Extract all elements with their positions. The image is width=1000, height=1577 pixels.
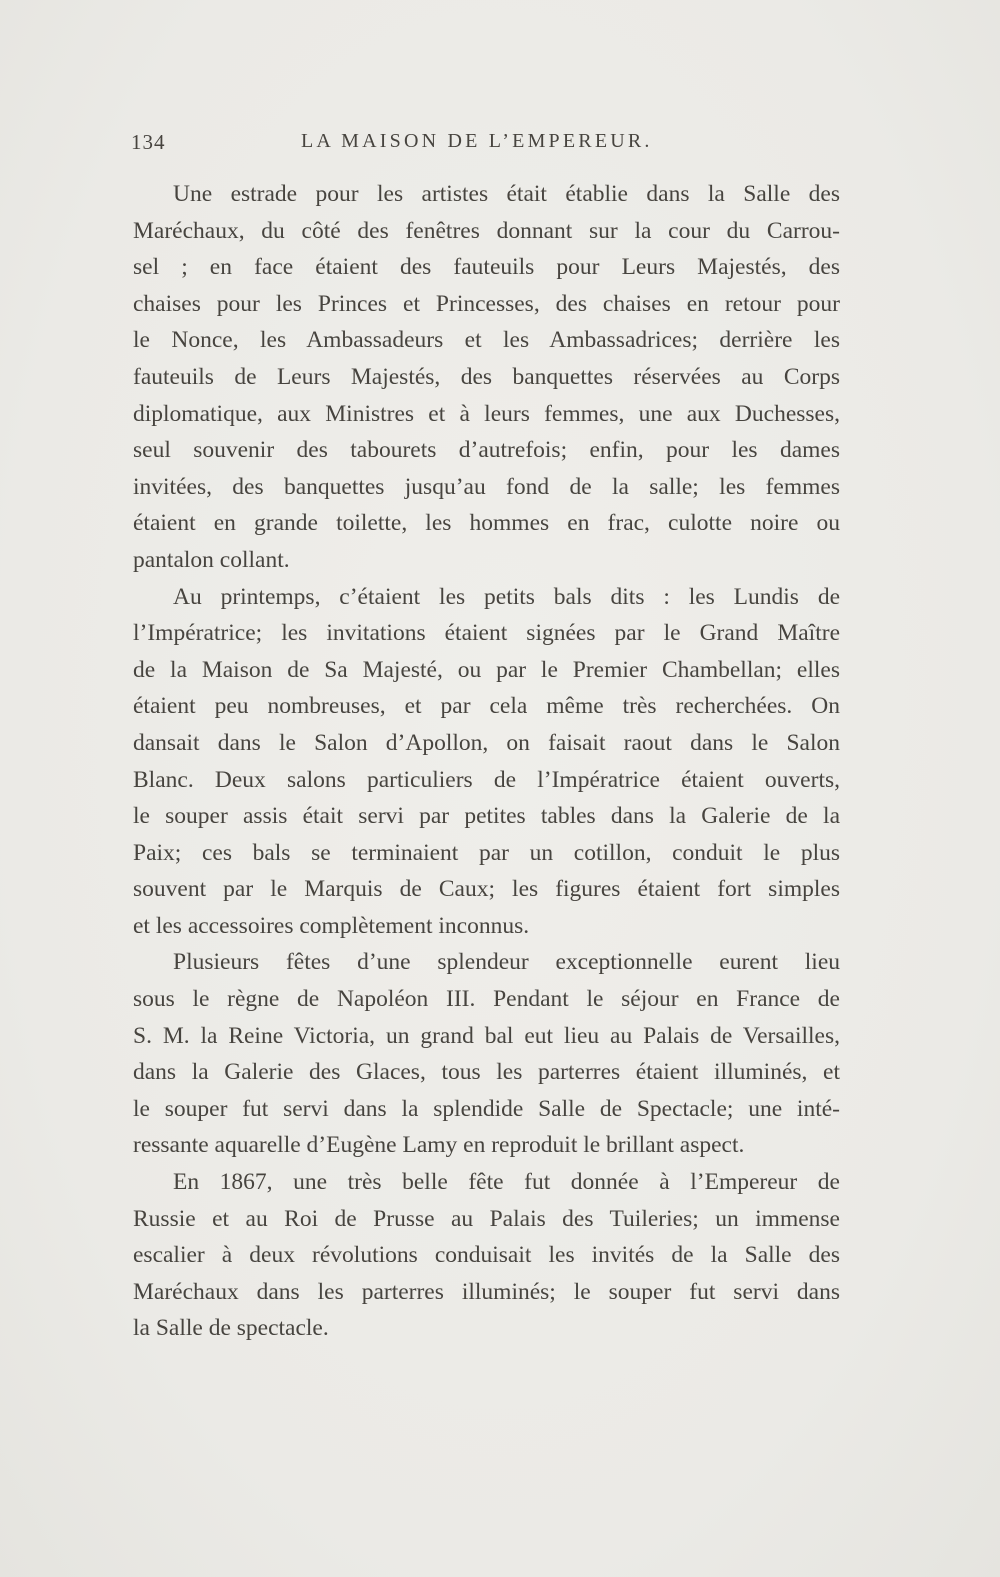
- text-line: escalier à deux révolutions conduisait les invités de la Salle des: [133, 1242, 840, 1269]
- text-line: dans la Galerie des Glaces, tous les parterres étaient illuminés, et: [133, 1059, 840, 1086]
- text-line: sous le règne de Napoléon III. Pendant le séjour en France de: [133, 986, 840, 1013]
- text-line: Une estrade pour les artistes était établie dans la Salle des: [173, 181, 840, 207]
- text-line: et les accessoires complètement inconnus.: [133, 912, 530, 939]
- text-line: S. M. la Reine Victoria, un grand bal eut lieu au Palais de Versailles,: [133, 1022, 840, 1049]
- text-line: dansait dans le Salon d’Apollon, on faisait raout dans le Salon: [133, 729, 840, 756]
- running-title: LA MAISON DE L’EMPEREUR.: [301, 130, 653, 152]
- body-text: [133, 176, 840, 1347]
- text-line: Maréchaux, du côté des fenêtres donnant sur la cour du Carrou-: [133, 217, 840, 244]
- text-line: de la Maison de Sa Majesté, ou par le Premier Chambellan; elles: [133, 656, 840, 683]
- text-line: diplomatique, aux Ministres et à leurs femmes, une aux Duchesses,: [133, 400, 840, 427]
- text-line: souvent par le Marquis de Caux; les figures étaient fort simples: [133, 876, 840, 903]
- text-line: le Nonce, les Ambassadeurs et les Ambassadrices; derrière les: [133, 327, 840, 354]
- text-line: le souper fut servi dans la splendide Salle de Spectacle; une inté-: [133, 1095, 840, 1122]
- text-line: l’Impératrice; les invitations étaient signées par le Grand Maître: [133, 620, 840, 647]
- text-line: chaises pour les Princes et Princesses, des chaises en retour pour: [133, 290, 840, 317]
- text-line: étaient en grande toilette, les hommes en frac, culotte noire ou: [133, 510, 840, 537]
- paragraph-3: [133, 944, 840, 1164]
- page-number: 134: [131, 130, 166, 154]
- text-line: Plusieurs fêtes d’une splendeur exceptionnelle eurent lieu: [173, 949, 840, 976]
- text-line: étaient peu nombreuses, et par cela même très recherchées. On: [133, 693, 840, 720]
- text-line: Blanc. Deux salons particuliers de l’Impératrice étaient ouverts,: [133, 766, 840, 793]
- text-line: le souper assis était servi par petites tables dans la Galerie de la: [133, 803, 840, 830]
- text-line: Au printemps, c’étaient les petits bals dits : les Lundis de: [173, 583, 840, 610]
- text-line: Paix; ces bals se terminaient par un cotillon, conduit le plus: [133, 839, 840, 866]
- text-line: ressante aquarelle d’Eugène Lamy en reproduit le brillant aspect.: [133, 1132, 745, 1159]
- paragraph-4: [133, 1164, 840, 1347]
- text-line: Russie et au Roi de Prusse au Palais des Tuileries; un immense: [133, 1205, 840, 1232]
- running-head: [131, 130, 841, 160]
- text-line: fauteuils de Leurs Majestés, des banquettes réservées au Corps: [133, 363, 840, 390]
- paragraph-1: [133, 176, 840, 579]
- text-line: la Salle de spectacle.: [133, 1315, 329, 1342]
- text-line: seul souvenir des tabourets d’autrefois; enfin, pour les dames: [133, 437, 840, 464]
- text-line: sel ; en face étaient des fauteuils pour Leurs Majestés, des: [133, 254, 840, 281]
- paragraph-2: [133, 579, 840, 945]
- text-line: Maréchaux dans les parterres illuminés; le souper fut servi dans: [133, 1278, 840, 1305]
- text-line: pantalon collant.: [133, 546, 290, 573]
- text-line: invitées, des banquettes jusqu’au fond de la salle; les femmes: [133, 473, 840, 500]
- text-line: En 1867, une très belle fête fut donnée à l’Empereur de: [173, 1169, 840, 1196]
